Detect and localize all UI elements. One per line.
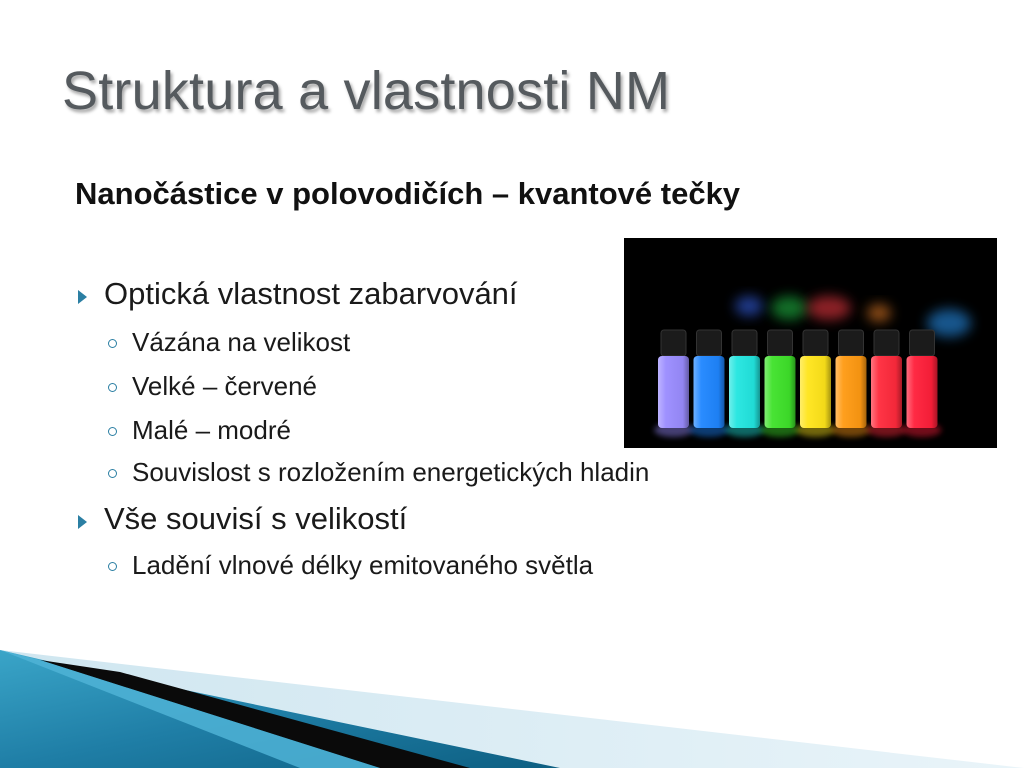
- vial: [765, 330, 796, 428]
- vial: [729, 330, 760, 428]
- glow-spot: [867, 304, 891, 322]
- vial: [836, 330, 867, 428]
- quantum-dots-photo: [624, 238, 997, 448]
- vial-glass: [729, 356, 760, 428]
- vial-cap: [661, 330, 686, 356]
- vial-cap: [839, 330, 864, 356]
- bullet-text: Vázána na velikost: [132, 327, 351, 357]
- bullet-text: Ladění vlnové délky emitovaného světla: [132, 550, 594, 580]
- bullet-level2-item: [74, 552, 854, 578]
- glow-spot: [807, 296, 851, 320]
- vial-glass: [907, 356, 938, 428]
- ring-bullet-icon: [108, 339, 117, 348]
- bullet-text: Souvislost s rozložením energetických hladin: [132, 457, 650, 487]
- vial: [658, 330, 689, 428]
- vial-cap: [697, 330, 722, 356]
- triangle-bullet-icon: [78, 515, 87, 529]
- vial-cap: [732, 330, 757, 356]
- bullet-level2-item: [74, 459, 854, 485]
- bullet-text: Vše souvisí s velikostí: [104, 501, 408, 536]
- bottom-swoosh-decoration: [0, 620, 1024, 768]
- vial: [871, 330, 902, 428]
- triangle-bullet-icon: [78, 290, 87, 304]
- vial-cap: [910, 330, 935, 356]
- ring-bullet-icon: [108, 383, 117, 392]
- vial: [907, 330, 938, 428]
- vial-glass: [871, 356, 902, 428]
- slide-title: Struktura a vlastnosti NM: [62, 61, 671, 121]
- vial-glass: [765, 356, 796, 428]
- vial-cap: [874, 330, 899, 356]
- quantum-dots-vials-image: [624, 238, 997, 448]
- vial-glass: [800, 356, 831, 428]
- vial-glass: [658, 356, 689, 428]
- vial-cap: [803, 330, 828, 356]
- bullet-text: Optická vlastnost zabarvování: [104, 276, 518, 311]
- ring-bullet-icon: [108, 562, 117, 571]
- vial-cap: [768, 330, 793, 356]
- slide-subtitle: Nanočástice v polovodičích – kvantové tečky: [75, 176, 741, 211]
- vial: [800, 330, 831, 428]
- bullet-text: Malé – modré: [132, 415, 291, 445]
- vial-glass: [694, 356, 725, 428]
- glow-spot: [735, 296, 763, 316]
- glow-spot: [771, 296, 807, 320]
- vial: [694, 330, 725, 428]
- ring-bullet-icon: [108, 427, 117, 436]
- ring-bullet-icon: [108, 469, 117, 478]
- bullet-level1-size: [74, 503, 854, 534]
- vial-glass: [836, 356, 867, 428]
- bullet-text: Velké – červené: [132, 371, 318, 401]
